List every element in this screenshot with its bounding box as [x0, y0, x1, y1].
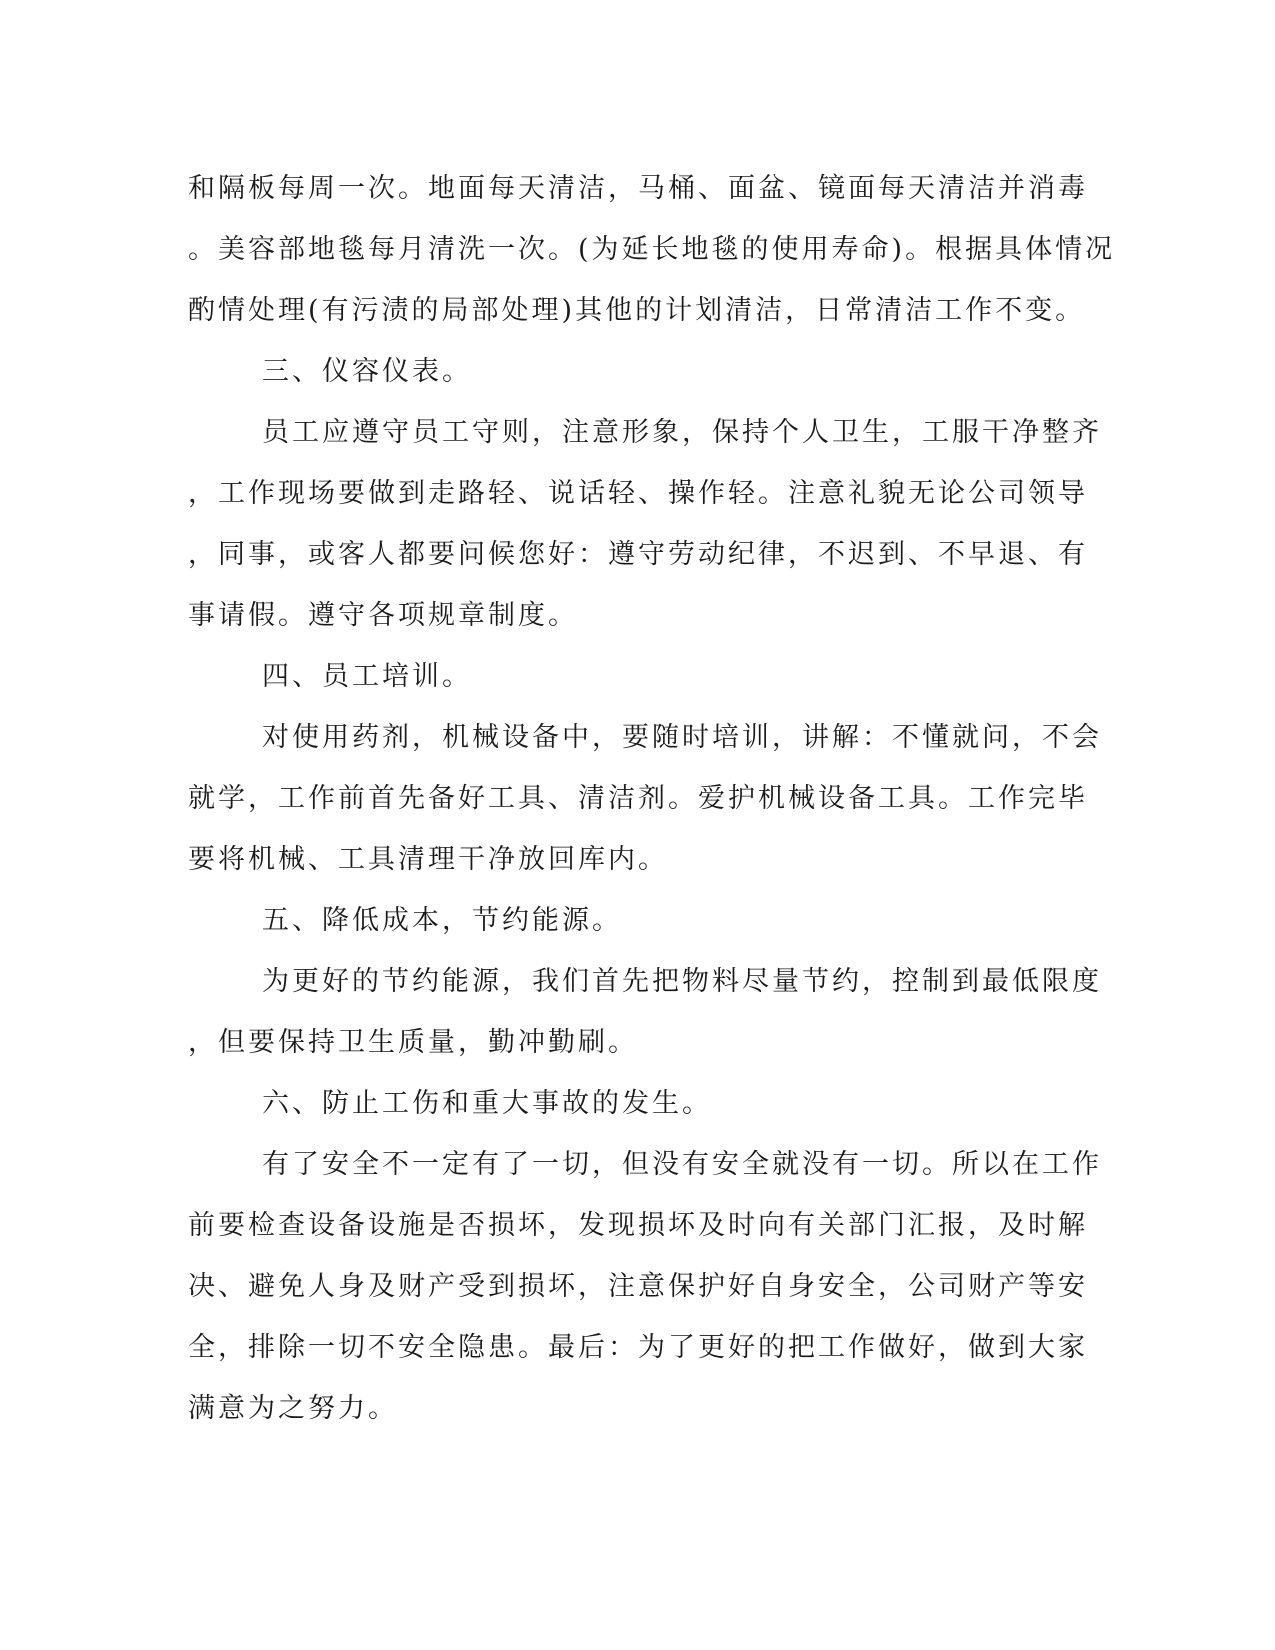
text-line: 前要检查设备设施是否损坏，发现损坏及时向有关部门汇报，及时解 [188, 1210, 1088, 1241]
section-heading: 四、员工培训。 [262, 661, 472, 692]
text-line: 员工应遵守员工守则，注意形象，保持个人卫生，工服干净整齐 [262, 417, 1102, 448]
text-line: 有了安全不一定有了一切，但没有安全就没有一切。所以在工作 [262, 1149, 1102, 1180]
text-line: ，工作现场要做到走路轻、说话轻、操作轻。注意礼貌无论公司领导 [188, 478, 1088, 509]
document-body [188, 158, 1116, 1439]
text-line: 事请假。遵守各项规章制度。 [188, 600, 578, 631]
text-line: 为更好的节约能源，我们首先把物料尽量节约，控制到最低限度 [262, 966, 1102, 997]
text-line: 决、避免人身及财产受到损坏，注意保护好自身安全，公司财产等安 [188, 1271, 1088, 1302]
text-line: 要将机械、工具清理干净放回库内。 [188, 844, 668, 875]
section-heading: 六、防止工伤和重大事故的发生。 [262, 1088, 712, 1119]
text-line: 酌情处理(有污渍的局部处理)其他的计划清洁，日常清洁工作不变。 [188, 295, 1086, 326]
text-line: 和隔板每周一次。地面每天清洁，马桶、面盆、镜面每天清洁并消毒 [188, 173, 1088, 204]
section-heading: 三、仪容仪表。 [262, 356, 472, 387]
text-line: 满意为之努力。 [188, 1393, 398, 1424]
text-line: 。美容部地毯每月清洗一次。(为延长地毯的使用寿命)。根据具体情况 [188, 234, 1116, 265]
text-line: ，但要保持卫生质量，勤冲勤刷。 [188, 1027, 638, 1058]
text-line: 对使用药剂，机械设备中，要随时培训，讲解：不懂就问，不会 [262, 722, 1102, 753]
text-line: 全，排除一切不安全隐患。最后：为了更好的把工作做好，做到大家 [188, 1332, 1088, 1363]
section-heading: 五、降低成本，节约能源。 [262, 905, 622, 936]
text-line: 就学，工作前首先备好工具、清洁剂。爱护机械设备工具。工作完毕 [188, 783, 1088, 814]
text-line: ，同事，或客人都要问候您好：遵守劳动纪律，不迟到、不早退、有 [188, 539, 1088, 570]
